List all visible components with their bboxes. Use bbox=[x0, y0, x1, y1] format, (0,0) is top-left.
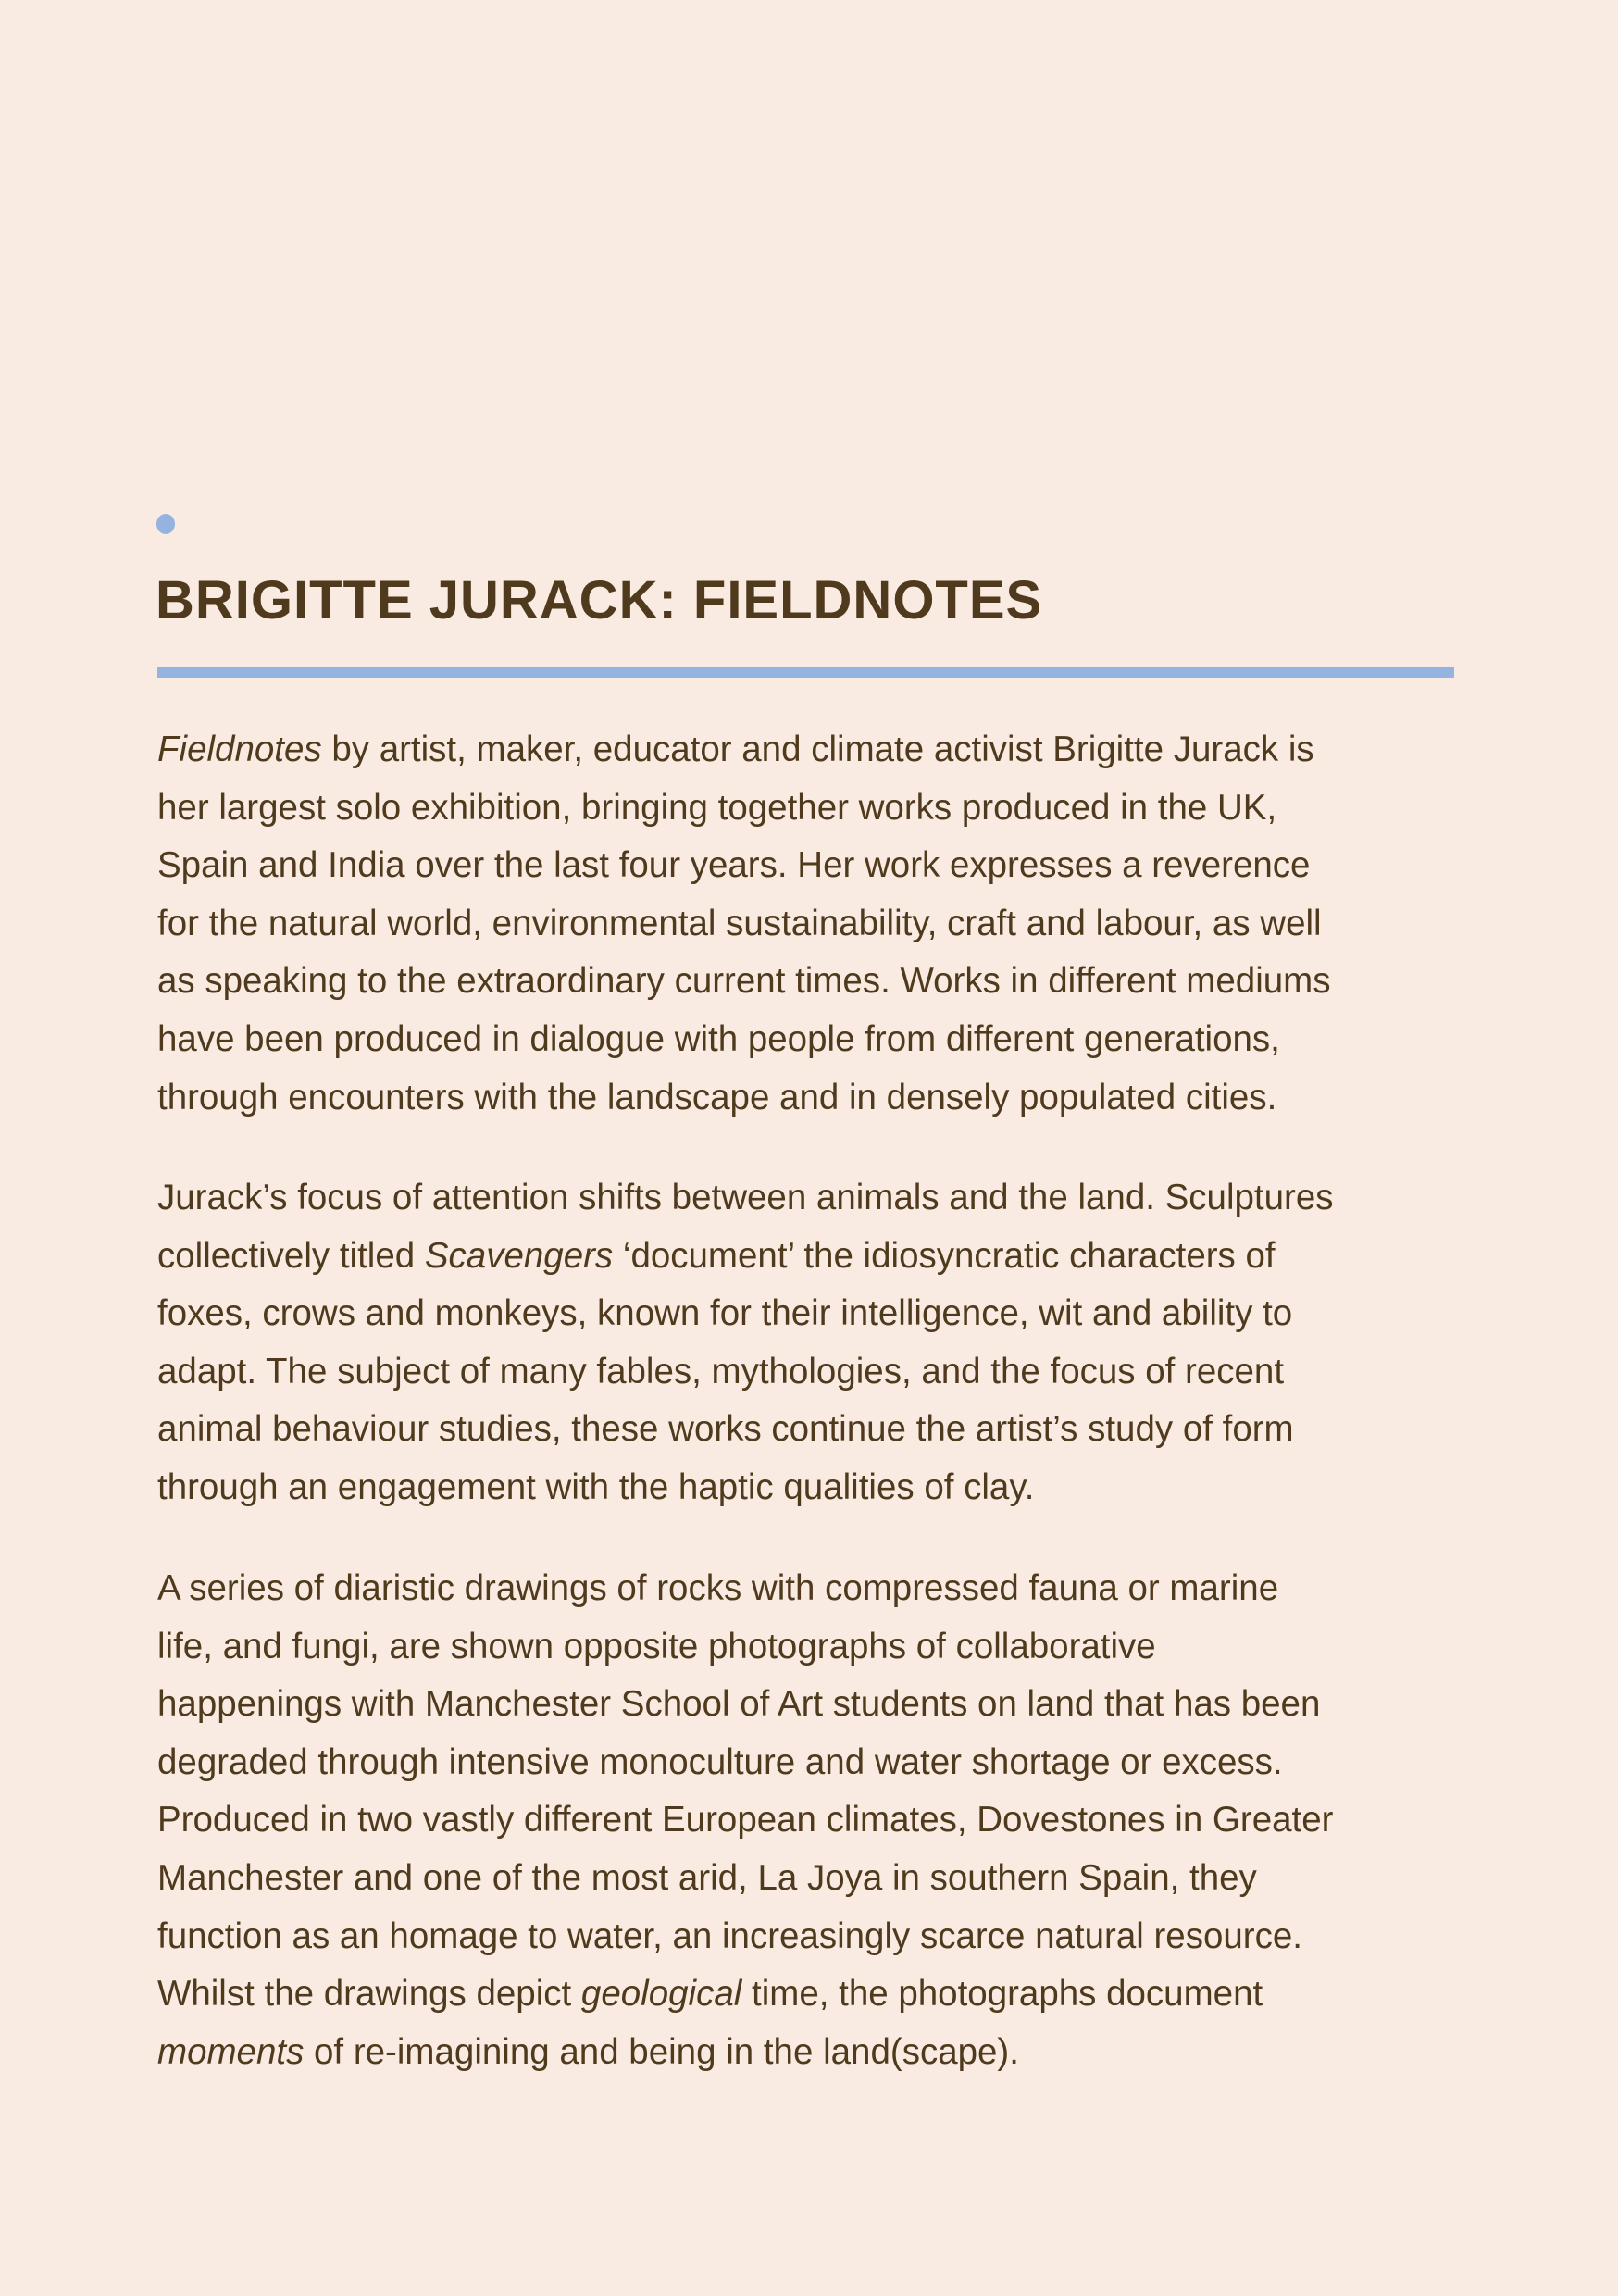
italic-text: Fieldnotes bbox=[157, 730, 322, 769]
text-segment: Manchester and one of the most arid, La Joya in southern Spain, they bbox=[157, 1857, 1257, 1898]
text-line bbox=[157, 1011, 1472, 1069]
text-segment: as speaking to the extraordinary current times. Works in different mediums bbox=[157, 961, 1331, 1002]
text-segment: degraded through intensive monoculture and water shortage or excess. bbox=[157, 1741, 1283, 1782]
text-segment: collectively titled bbox=[157, 1235, 425, 1276]
text-line bbox=[157, 1791, 1472, 1850]
text-segment: through an engagement with the haptic qualities of clay. bbox=[157, 1466, 1035, 1507]
text-line bbox=[157, 1734, 1472, 1792]
paragraph-3 bbox=[157, 1560, 1472, 2081]
text-segment: A series of diaristic drawings of rocks with compressed fauna or marine bbox=[157, 1568, 1279, 1608]
text-line bbox=[157, 1401, 1472, 1459]
text-segment: happenings with Manchester School of Art students on land that has been bbox=[157, 1684, 1321, 1725]
text-line bbox=[157, 1069, 1472, 1128]
text-line bbox=[157, 1228, 1472, 1286]
italic-text: geological bbox=[580, 1974, 742, 2015]
text-segment: ‘document’ the idiosyncratic characters of bbox=[613, 1235, 1276, 1276]
text-line bbox=[157, 2024, 1472, 2082]
text-line bbox=[157, 1560, 1472, 1618]
text-segment: Spain and India over the last four years. Her work expresses a reverence bbox=[157, 845, 1311, 886]
text-segment: foxes, crows and monkeys, known for their intelligence, wit and ability to bbox=[157, 1293, 1293, 1334]
text-segment: through encounters with the landscape and in densely populated cities. bbox=[157, 1077, 1277, 1117]
italic-text: moments bbox=[157, 2031, 305, 2072]
text-line bbox=[157, 953, 1472, 1011]
text-line bbox=[157, 1850, 1472, 1908]
text-segment: have been produced in dialogue with people from different generations, bbox=[157, 1018, 1280, 1059]
text-line bbox=[157, 1965, 1472, 2024]
paragraph-1 bbox=[157, 721, 1472, 1127]
text-segment: of re-imagining and being in the land(scape). bbox=[304, 2031, 1019, 2072]
text-segment: Jurack’s focus of attention shifts between animals and the land. Sculptures bbox=[157, 1178, 1334, 1217]
text-segment: animal behaviour studies, these works continue the artist’s study of form bbox=[157, 1409, 1294, 1450]
text-segment: Whilst the drawings depict bbox=[157, 1974, 581, 2015]
text-line bbox=[157, 1676, 1472, 1734]
text-line bbox=[157, 780, 1472, 838]
italic-text: Scavengers bbox=[424, 1235, 614, 1276]
text-line bbox=[157, 721, 1472, 780]
text-line bbox=[157, 1285, 1472, 1343]
text-line bbox=[157, 895, 1472, 954]
text-line bbox=[157, 1618, 1472, 1677]
text-line bbox=[157, 1908, 1472, 1966]
bullet-dot-icon bbox=[156, 514, 175, 534]
text-segment: her largest solo exhibition, bringing together works produced in the UK, bbox=[157, 787, 1277, 828]
text-segment: by artist, maker, educator and climate activist Brigitte Jurack is bbox=[321, 730, 1314, 769]
text-segment: time, the photographs document bbox=[741, 1974, 1263, 2015]
text-line bbox=[157, 1459, 1472, 1517]
text-segment: adapt. The subject of many fables, mythologies, and the focus of recent bbox=[157, 1351, 1285, 1391]
text-segment: function as an homage to water, an increasingly scarce natural resource. bbox=[157, 1915, 1302, 1956]
text-line bbox=[157, 837, 1472, 895]
text-segment: for the natural world, environmental sustainability, craft and labour, as well bbox=[157, 903, 1322, 943]
text-segment: life, and fungi, are shown opposite photographs of collaborative bbox=[157, 1626, 1156, 1666]
page-title: BRIGITTE JURACK: FIELDNOTES bbox=[156, 570, 1043, 630]
title-divider bbox=[157, 667, 1454, 678]
paragraph-2 bbox=[157, 1169, 1472, 1517]
text-segment: Produced in two vastly different European climates, Dovestones in Greater bbox=[157, 1800, 1334, 1841]
text-line bbox=[157, 1343, 1472, 1402]
text-line bbox=[157, 1169, 1472, 1228]
